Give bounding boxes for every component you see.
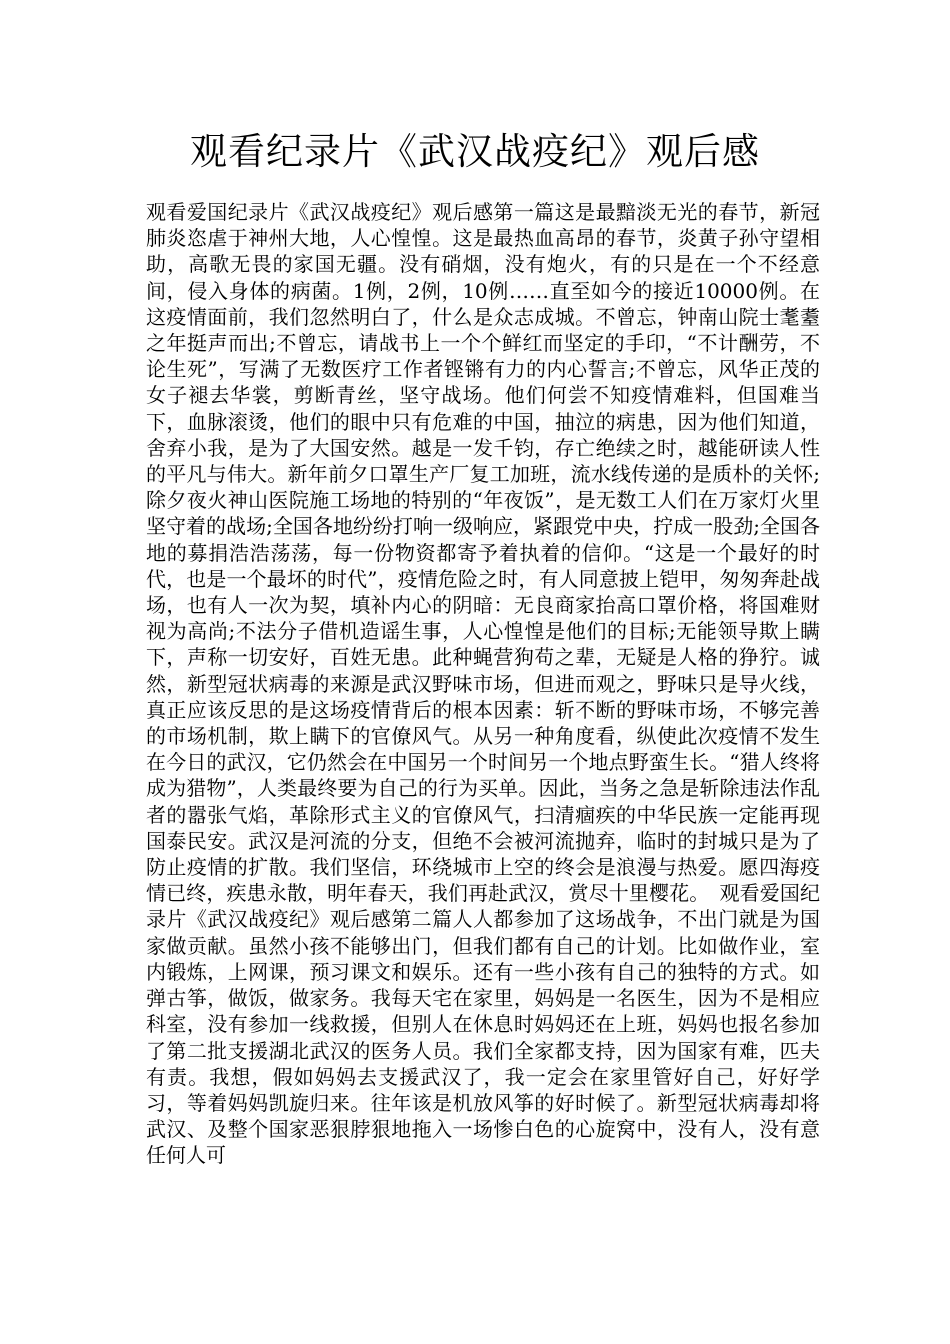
- document-title: 观看纪录片《武汉战疫纪》观后感: [190, 130, 760, 173]
- document-body-text: 观看爱国纪录片《武汉战疫纪》观后感第一篇这是最黯淡无光的春节，新冠肺炎恣虐于神州大地，人心惶惶。这是最热血高昂的春节，炎黄子孙守望相助，高歌无畏的家国无疆。没有硝烟，没有炮火，有的只是在一个不经意间，侵入身体的病菌。1例，2例，10例……直至如今的接近10000例。在这疫情面前，我们忽然明白了，什么是众志成城。不曾忘，钟南山院士耄耋之年挺声而出;不曾忘，请战书上一个个鲜红而坚定的手印，“不计酬劳，不论生死”，写满了无数医疗工作者铿锵有力的内心誓言;不曾忘，风华正茂的女子褪去华裳，剪断青丝，坚守战场。他们何尝不知疫情难料，但国难当下，血脉滚烫，他们的眼中只有危难的中国，抽泣的病患，因为他们知道，舍弃小我，是为了大国安然。越是一发千钧，存亡绝续之时，越能研读人性的平凡与伟大。新年前夕口罩生产厂复工加班，流水线传递的是质朴的关怀;除夕夜火神山医院施工场地的特别的“年夜饭”，是无数工人们在万家灯火里坚守着的战场;全国各地纷纷打响一级响应，紧跟党中央，拧成一股劲;全国各地的募捐浩浩荡荡，每一份物资都寄予着执着的信仰。“这是一个最好的时代，也是一个最坏的时代”，疫情危险之时，有人同意披上铠甲，匆匆奔赴战场，也有人一次为契，填补内心的阴暗：无良商家抬高口罩价格，将国难财视为高尚;不法分子借机造谣生事，人心惶惶是他们的目标;无能领导欺上瞒下，声称一切安好，百姓无患。此种蝇营狗苟之辈，无疑是人格的狰狞。诚然，新型冠状病毒的来源是武汉野味市场，但进而观之，野味只是导火线，真正应该反思的是这场疫情背后的根本因素：斩不断的野味市场，不够完善的市场机制，欺上瞒下的官僚风气。从另一种角度看，纵使此次疫情不发生在今日的武汉，它仍然会在中国另一个时间另一个地点野蛮生长。“猎人终将成为猎物”，人类最终要为自己的行为买单。因此，当务之急是斩除违法作乱者的嚣张气焰，革除形式主义的官僚风气，扫清痼疾的中华民族一定能再现国泰民安。武汉是河流的分支，但绝不会被河流抛弃，临时的封城只是为了防止疫情的扩散。我们坚信，环绕城市上空的终会是浪漫与热爱。愿四海疫情已终，疾患永散，明年春天，我们再赴武汉，赏尽十里樱花。 观看爱国纪录片《武汉战疫纪》观后感第二篇人人都参加了这场战争，不出门就是为国家做贡献。虽然小孩不能够出门，但我们都有自己的计划。比如做作业，室内锻炼，上网课，预习课文和娱乐。还有一些小孩有自己的独特的方式。如弹古筝，做饭，做家务。我每天宅在家里，妈妈是一名医生，因为不是相应科室，没有参加一线救援，但别人在休息时妈妈还在上班，妈妈也报名参加了第二批支援湖北武汉的医务人员。我们全家都支持，因为国家有难，匹夫有责。我想，假如妈妈去支援武汉了，我一定会在家里管好自己，好好学习，等着妈妈凯旋归来。往年该是机放风筝的好时候了。新型冠状病毒却将武汉、及整个国家恶狠脖狠地拖入一场惨白色的心旋窝中，没有人，没有意任何人可: [146, 200, 820, 1168]
